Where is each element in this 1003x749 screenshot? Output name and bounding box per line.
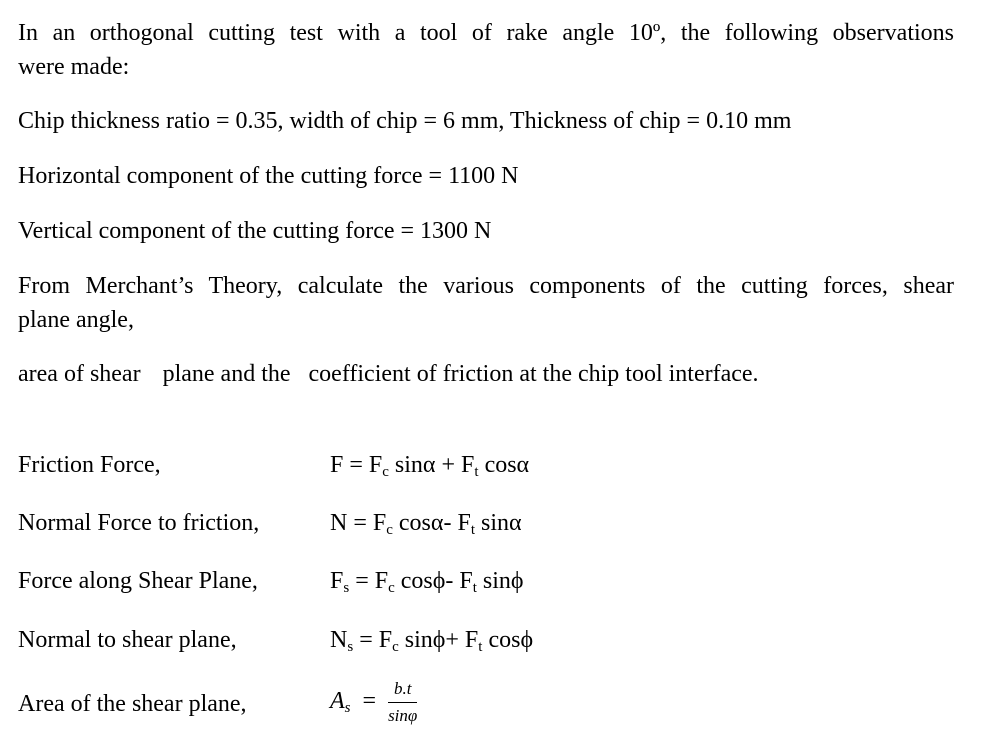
fraction-numerator: b.t — [388, 678, 417, 703]
shear-force-label: Force along Shear Plane, — [18, 568, 258, 594]
problem-line-1: In an orthogonal cutting test with a tool of rake angle 10º, the following observations — [18, 20, 954, 46]
friction-force-label: Friction Force, — [18, 452, 161, 478]
merchant-question-line-1: From Merchant’s Theory, calculate the various components of the cutting forces, shear — [18, 273, 954, 299]
normal-shear-formula: $N_s = F_c$ $\sin\phi+ F_t$ cosϕ — [330, 627, 534, 655]
friction-force-formula: $F = F_c$ $\sin\alpha + F_t$ cosα — [330, 452, 530, 480]
shear-force-formula: $F_s = F_c$ cosϕ- $F_t$ sinϕ — [330, 568, 524, 596]
area-fraction — [388, 678, 417, 727]
vertical-force: Vertical component of the cutting force = 1300 N — [18, 218, 492, 244]
area-shear-label: Area of the shear plane, — [18, 691, 247, 717]
chip-data: Chip thickness ratio = 0.35, width of chip = 6 mm, Thickness of chip = 0.10 mm — [18, 108, 792, 134]
normal-force-formula: $N = F_c$ cosα- $F_t$ sinα — [330, 510, 522, 538]
fraction-denominator: sinφ — [388, 706, 418, 726]
area-shear-formula: $A_s$ = $\frac{b.t}{\sin\varphi}$ — [330, 678, 417, 727]
area-question-part-1: area of shear — [18, 361, 141, 387]
normal-force-label: Normal Force to friction, — [18, 510, 260, 536]
problem-line-2: were made: — [18, 54, 130, 80]
merchant-question-line-2: plane angle, — [18, 307, 134, 333]
area-question — [18, 359, 759, 390]
area-question-part-2: plane and the — [162, 361, 291, 387]
normal-shear-label: Normal to shear plane, — [18, 627, 237, 653]
horizontal-force: Horizontal component of the cutting force = 1100 N — [18, 163, 519, 189]
area-question-part-3: coefficient of friction at the chip tool interface. — [308, 361, 759, 387]
